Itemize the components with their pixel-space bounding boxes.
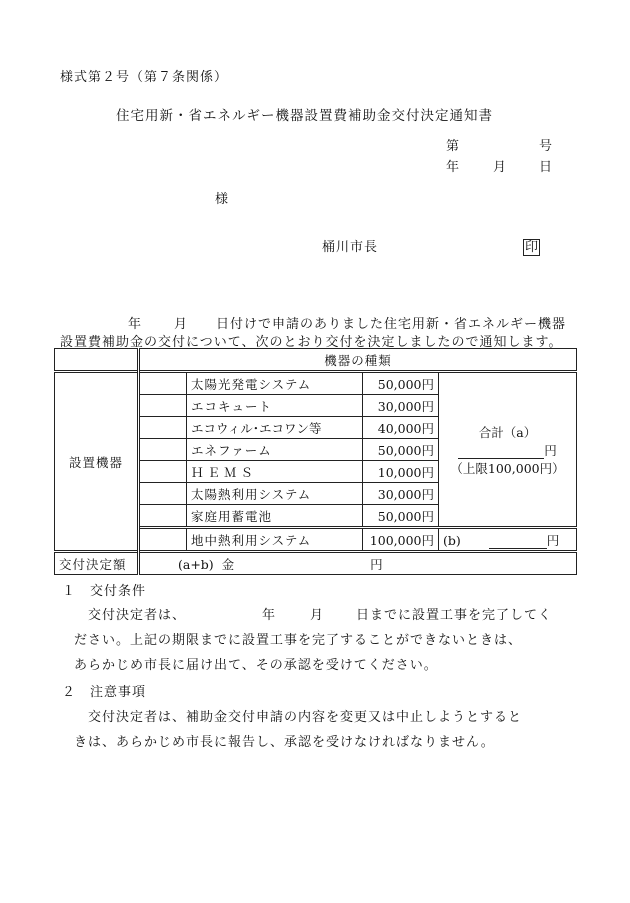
- section1-number: １: [62, 584, 76, 599]
- section1-line3: あらかじめ市長に届け出て、その承認を受けてください。: [74, 658, 438, 673]
- geothermal-name: 地中熱利用システム: [187, 528, 363, 552]
- equipment-name: 太陽光発電システム: [187, 372, 363, 395]
- geothermal-b-unit: 円: [546, 532, 560, 548]
- section1-heading: 交付条件: [90, 584, 147, 599]
- checkbox-cell: [139, 439, 187, 461]
- decision-label: 交付決定額: [55, 552, 139, 575]
- decision-unit: 円: [370, 556, 383, 572]
- section1-line2: ださい。上記の期限までに設置工事を完了することができないときは、: [74, 633, 523, 648]
- subtotal-limit: （上限100,000円）: [450, 460, 565, 476]
- section2-line2: きは、あらかじめ市長に報告し、承認を受けなければなりません。: [74, 735, 495, 750]
- intro-year: 年: [128, 317, 143, 332]
- equipment-amount: 50,000円: [363, 372, 439, 395]
- section2-line1: 交付決定者は、補助金交付申請の内容を変更又は中止しようとすると: [88, 710, 523, 725]
- decision-formula: (a+b): [178, 556, 214, 572]
- checkbox-cell: [139, 395, 187, 417]
- equipment-name: エコキュート: [187, 395, 363, 417]
- equipment-name: ＨＥＭＳ: [187, 461, 363, 483]
- subtotal-unit: 円: [544, 442, 557, 458]
- doc-number-go: 号: [539, 139, 553, 154]
- equipment-amount: 30,000円: [363, 395, 439, 417]
- document-title: 住宅用新・省エネルギー機器設置費補助金交付決定通知書: [116, 108, 493, 124]
- equipment-name: 太陽熱利用システム: [187, 483, 363, 505]
- form-label: 様式第２号（第７条関係）: [60, 70, 229, 85]
- intro-text-line2: 設置費補助金の交付について、次のとおり交付を決定しましたので通知します。: [60, 335, 563, 350]
- section1-month: 月: [310, 608, 324, 623]
- decision-amount-cell: [139, 552, 577, 575]
- checkbox-cell: [139, 372, 187, 395]
- subtotal-blank: [458, 444, 544, 459]
- geothermal-b-blank: [489, 534, 547, 549]
- geothermal-amount: 100,000円: [363, 528, 439, 552]
- date-day: 日: [539, 160, 553, 175]
- equipment-name: エネファーム: [187, 439, 363, 461]
- date-year: 年: [446, 160, 460, 175]
- section2-heading: 注意事項: [90, 685, 147, 700]
- checkbox-cell: [139, 483, 187, 505]
- subtotal-label: 合計（a）: [478, 424, 537, 440]
- table-header: 機器の種類: [139, 349, 577, 372]
- issuer-name: 桶川市長: [322, 240, 379, 255]
- checkbox-cell: [139, 505, 187, 528]
- addressee-suffix: 様: [215, 192, 229, 207]
- section1-line1-a: 交付決定者は、: [88, 608, 187, 623]
- intro-month: 月: [174, 317, 189, 332]
- checkbox-cell: [139, 417, 187, 439]
- section2-number: ２: [62, 685, 76, 700]
- date-month: 月: [493, 160, 507, 175]
- geothermal-b-cell: [439, 528, 577, 552]
- decision-kin: 金: [221, 556, 235, 572]
- section1-year: 年: [262, 608, 276, 623]
- geothermal-b-label: (b): [443, 532, 461, 548]
- intro-text-line1: 日付けで申請のありました住宅用新・省エネルギー機器: [216, 317, 567, 332]
- equipment-name: エコウィル･エコワン等: [187, 417, 363, 439]
- equipment-name: 家庭用蓄電池: [187, 505, 363, 528]
- equipment-amount: 50,000円: [363, 439, 439, 461]
- table-corner: [55, 349, 139, 372]
- equipment-amount: 30,000円: [363, 483, 439, 505]
- row-label-installed: 設置機器: [55, 372, 139, 552]
- equipment-amount: 50,000円: [363, 505, 439, 528]
- subtotal-cell: [439, 372, 577, 528]
- equipment-amount: 10,000円: [363, 461, 439, 483]
- seal-mark: 印: [525, 240, 539, 255]
- checkbox-cell: [139, 461, 187, 483]
- doc-number-dai: 第: [446, 139, 460, 154]
- section1-line1-b: 日までに設置工事を完了してく: [356, 608, 553, 623]
- equipment-amount: 40,000円: [363, 417, 439, 439]
- checkbox-cell: [139, 528, 187, 552]
- equipment-table: [54, 348, 577, 575]
